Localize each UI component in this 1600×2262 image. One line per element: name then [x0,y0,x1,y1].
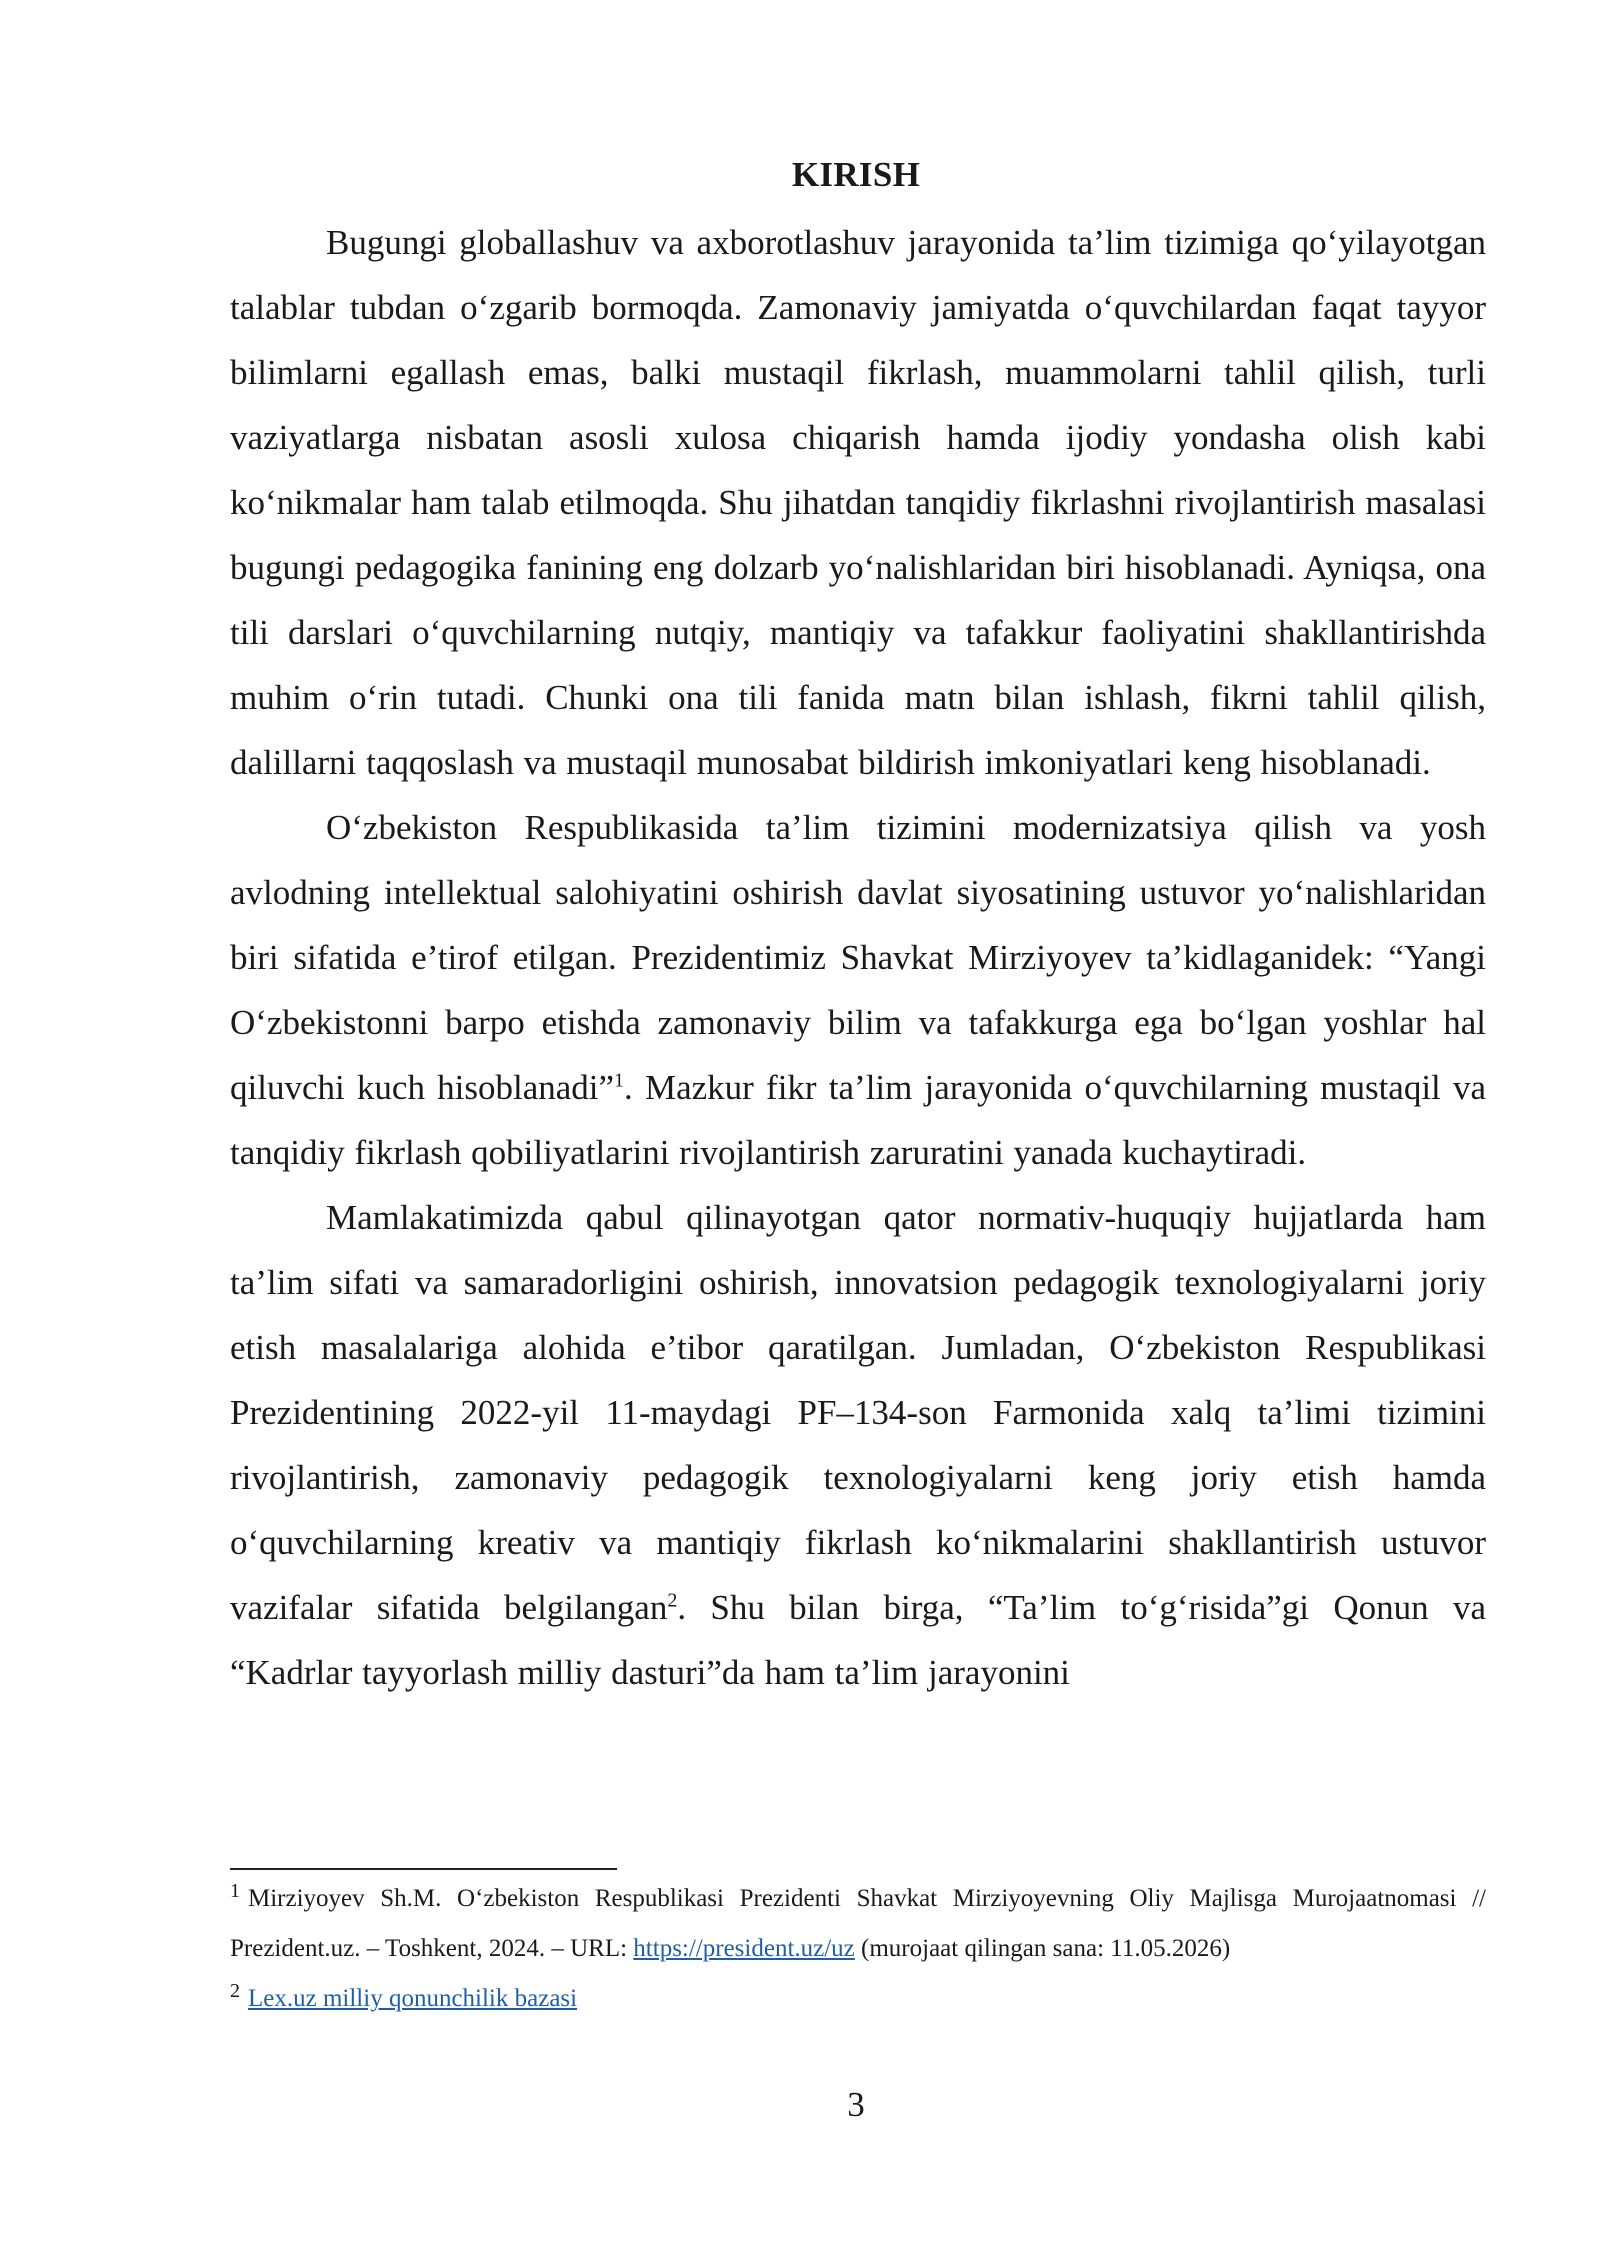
footnote-text: (murojaat qilingan sana: 11.05.2026) [854,1935,1231,1962]
footnote [230,1974,1486,2024]
footnote-divider [230,1868,617,1870]
paragraph-text: . Shu bilan birga, “Ta’lim to‘g‘risida”gi Qonun va “Kadrlar tayyorlash milliy dasturi”da ham ta’lim jarayonini [230,1588,1486,1692]
body-text [230,210,1486,1705]
footnote-link[interactable]: Lex.uz milliy qonunchilik bazasi [248,1985,578,2012]
paragraph [230,1185,1486,1705]
footnote-number: 1 [230,1879,240,1902]
footnote-reference[interactable]: 1 [614,1069,625,1092]
paragraph-text: O‘zbekiston Respublikasida ta’lim tizimini modernizatsiya qilish va yosh avlodning intellektual salohiyatini oshirish davlat siyosatining ustuvor yo‘nalishlaridan biri sifatida e’tirof etilgan. Prezidentimiz Shavkat Mirziyoyev ta’kidlaganidek: “Yangi O‘zbekistonni barpo etishda zamonaviy bilim va tafakkurga ega bo‘lgan yoshlar hal qiluvchi kuch hisoblanadi” [230,808,1486,1107]
footnote [230,1874,1486,1974]
paragraph [230,210,1486,795]
footnote-link[interactable]: https://president.uz/uz [633,1935,855,1962]
paragraph-text: Mamlakatimizda qabul qilinayotgan qator normativ-huquqiy hujjatlarda ham ta’lim sifati va samaradorligini oshirish, innovatsion pedagogik texnologiyalarni joriy etish masalalariga alohida e’tibor qaratilgan. Jumladan, O‘zbekiston Respublikasi Prezidentining 2022-yil 11-maydagi PF–134-son Farmonida xalq ta’limi tizimini rivojlantirish, zamonaviy pedagogik texnologiyalarni keng joriy etish hamda o‘quvchilarning kreativ va mantiqiy fikrlash ko‘nikmalarini shakllantirish ustuvor vazifalar sifatida belgilangan [230,1198,1486,1627]
footnote-text: Mirziyoyev Sh.M. O‘zbekiston Respublikasi Prezidenti Shavkat Mirziyoyevning Oliy Majlisga Murojaatnomasi // Prezident.uz. – Toshkent, 2024. – URL: [230,1885,1486,1962]
paragraph [230,795,1486,1185]
paragraph-text: Bugungi globallashuv va axborotlashuv jarayonida ta’lim tizimiga qo‘yilayotgan talablar tubdan o‘zgarib bormoqda. Zamonaviy jamiyatda o‘quvchilardan faqat tayyor bilimlarni egallash emas, balki mustaqil fikrlash, muammolarni tahlil qilish, turli vaziyatlarga nisbatan asosli xulosa chiqarish hamda ijodiy yondasha olish kabi ko‘nikmalar ham talab etilmoqda. Shu jihatdan tanqidiy fikrlashni rivojlantirish masalasi bugungi pedagogika fanining eng dolzarb yo‘nalishlaridan biri hisoblanadi. Ayniqsa, ona tili darslari o‘quvchilarning nutqiy, mantiqiy va tafakkur faoliyatini shakllantirishda muhim o‘rin tutadi. Chunki ona tili fanida matn bilan ishlash, fikrni tahlil qilish, dalillarni taqqoslash va mustaqil munosabat bildirish imkoniyatlari keng hisoblanadi. [230,223,1486,782]
page-number: 3 [847,2085,865,2124]
footnotes [230,1874,1486,2024]
footnote-reference[interactable]: 2 [667,1589,678,1612]
paragraph-text: . Mazkur fikr ta’lim jarayonida o‘quvchilarning mustaqil va tanqidiy fikrlash qobiliyatlarini rivojlantirish zaruratini yanada kuchaytiradi. [230,1068,1487,1172]
section-heading: KIRISH [791,155,921,194]
footnote-number: 2 [230,1979,240,2002]
